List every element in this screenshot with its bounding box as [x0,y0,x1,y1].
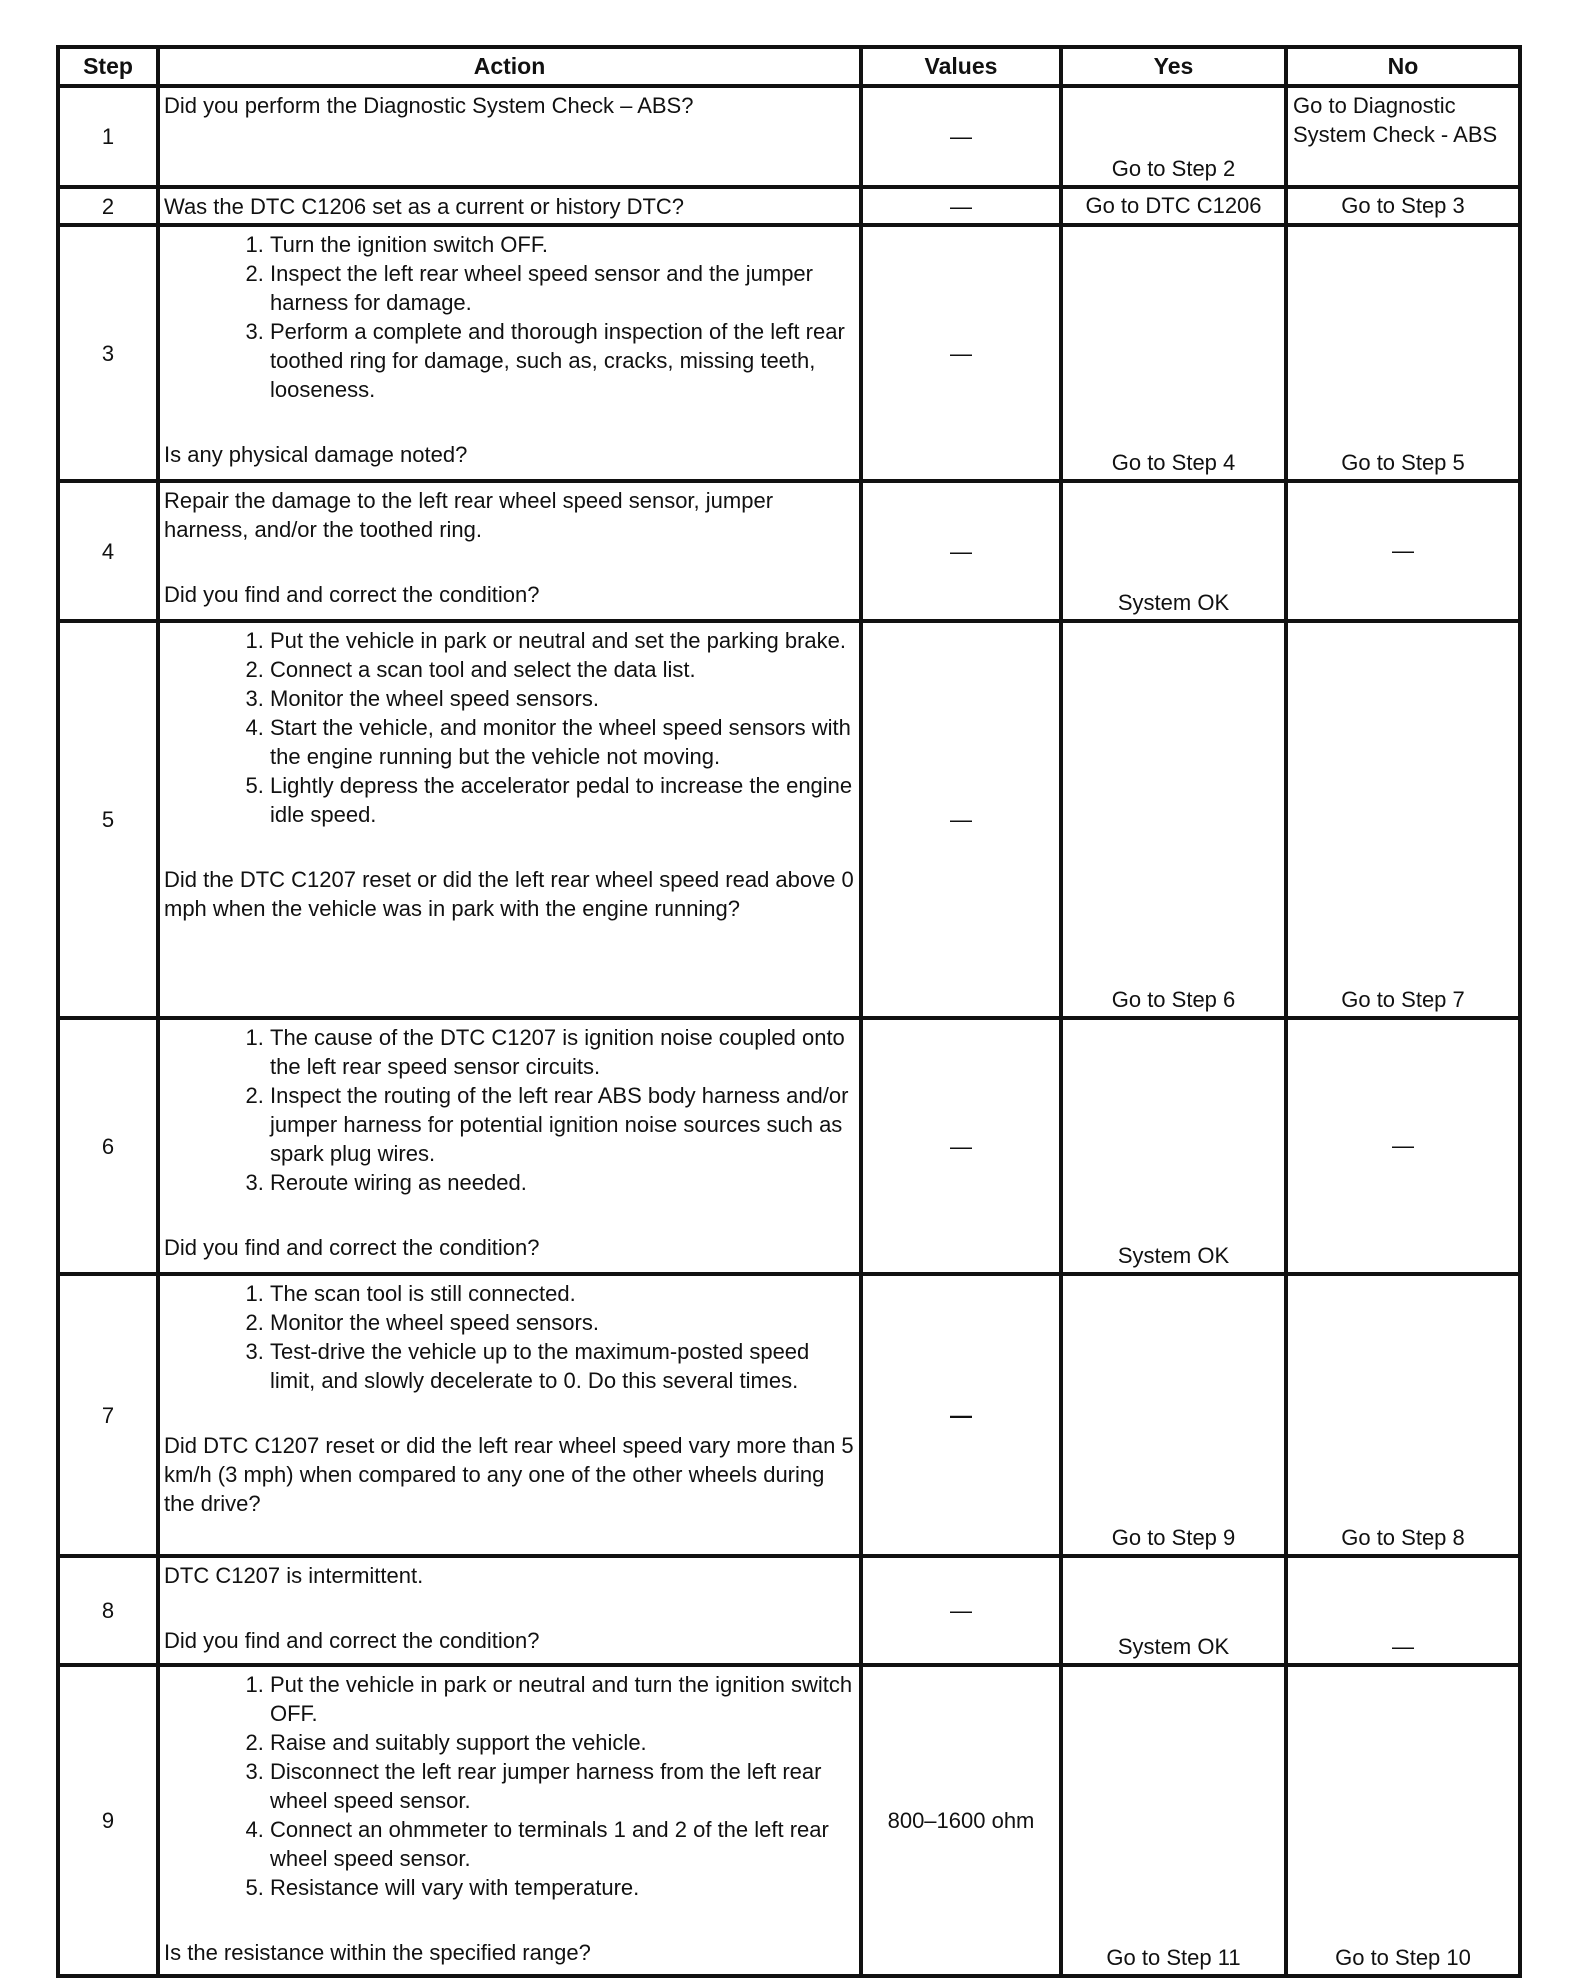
step-number: 2 [58,187,158,225]
no-cell: Go to Diagnostic System Check - ABS [1286,86,1520,187]
header-step: Step [58,47,158,86]
header-row [58,47,1520,86]
table-row [58,1665,1520,1976]
list-item: 3. Disconnect the left rear jumper harness from the left rear wheel speed sensor. [270,1757,854,1815]
action-question: Is the resistance within the specified range? [164,1940,591,1965]
table-row [58,1274,1520,1556]
table-row [58,481,1520,621]
list-item: 2. Connect a scan tool and select the data list. [270,655,854,684]
step-number: 4 [58,481,158,621]
header-values: Values [861,47,1061,86]
action-cell [158,86,861,187]
action-steps-list [164,1279,854,1395]
table-row [58,187,1520,225]
list-item: 1. Put the vehicle in park or neutral and turn the ignition switch OFF. [270,1670,854,1728]
step-number: 6 [58,1018,158,1274]
list-item: 3. Monitor the wheel speed sensors. [270,684,854,713]
action-question: Did you find and correct the condition? [164,1628,540,1653]
no-cell: Go to Step 8 [1286,1274,1520,1556]
action-cell [158,1274,861,1556]
values-cell: — [861,1556,1061,1665]
yes-cell: Go to DTC C1206 [1061,187,1286,225]
action-steps-list [164,230,854,404]
yes-cell: System OK [1061,1556,1286,1665]
no-cell: Go to Step 5 [1286,225,1520,481]
action-cell [158,481,861,621]
list-item: 1. The cause of the DTC C1207 is ignition noise coupled onto the left rear speed sensor circuits. [270,1023,854,1081]
action-cell [158,225,861,481]
values-cell: — [861,187,1061,225]
list-item: 5. Lightly depress the accelerator pedal to increase the engine idle speed. [270,771,854,829]
action-steps-list [164,1023,854,1197]
list-item: 1. Turn the ignition switch OFF. [270,230,854,259]
values-cell: — [861,1274,1061,1556]
table-row [58,1556,1520,1665]
action-text: Did you perform the Diagnostic System Check – ABS? [164,93,694,118]
list-item: 1. The scan tool is still connected. [270,1279,854,1308]
action-question: Did you find and correct the condition? [164,582,540,607]
yes-cell: Go to Step 4 [1061,225,1286,481]
action-cell [158,1556,861,1665]
yes-cell: Go to Step 6 [1061,621,1286,1018]
action-cell [158,1018,861,1274]
list-item: 4. Connect an ohmmeter to terminals 1 and 2 of the left rear wheel speed sensor. [270,1815,854,1873]
yes-cell: Go to Step 2 [1061,86,1286,187]
list-item: 3. Test-drive the vehicle up to the maximum-posted speed limit, and slowly decelerate to 0. Do this several times. [270,1337,854,1395]
action-cell [158,1665,861,1976]
action-text: Was the DTC C1206 set as a current or history DTC? [164,193,685,219]
list-item: 3. Perform a complete and thorough inspection of the left rear toothed ring for damage, such as, cracks, missing teeth, looseness. [270,317,854,404]
yes-cell: System OK [1061,481,1286,621]
diagnostic-table [56,45,1522,1978]
action-cell [158,187,861,225]
values-cell: 800–1600 ohm [861,1665,1061,1976]
table-row [58,225,1520,481]
values-cell: — [861,86,1061,187]
action-steps-list [164,1670,854,1902]
list-item: 1. Put the vehicle in park or neutral and set the parking brake. [270,626,854,655]
list-item: 3. Reroute wiring as needed. [270,1168,854,1197]
values-cell: — [861,481,1061,621]
header-no: No [1286,47,1520,86]
yes-cell: System OK [1061,1018,1286,1274]
list-item: 2. Raise and suitably support the vehicle. [270,1728,854,1757]
table-row [58,621,1520,1018]
list-item: 2. Monitor the wheel speed sensors. [270,1308,854,1337]
step-number: 7 [58,1274,158,1556]
step-number: 9 [58,1665,158,1976]
no-cell: Go to Step 10 [1286,1665,1520,1976]
list-item: 2. Inspect the routing of the left rear ABS body harness and/or jumper harness for potential ignition noise sources such as spark plug wires. [270,1081,854,1168]
values-cell: — [861,621,1061,1018]
list-item: 4. Start the vehicle, and monitor the wheel speed sensors with the engine running but the vehicle not moving. [270,713,854,771]
action-question: Did you find and correct the condition? [164,1235,540,1260]
step-number: 3 [58,225,158,481]
action-question: Did DTC C1207 reset or did the left rear wheel speed vary more than 5 km/h (3 mph) when compared to any one of the other wheels during the drive? [164,1433,854,1516]
action-steps-list [164,626,854,829]
header-action: Action [158,47,861,86]
no-cell: Go to Step 7 [1286,621,1520,1018]
header-yes: Yes [1061,47,1286,86]
list-item: 2. Inspect the left rear wheel speed sensor and the jumper harness for damage. [270,259,854,317]
table-row [58,86,1520,187]
table-row [58,1018,1520,1274]
yes-cell: Go to Step 9 [1061,1274,1286,1556]
no-cell: — [1286,1556,1520,1665]
list-item: 5. Resistance will vary with temperature. [270,1873,854,1902]
step-number: 5 [58,621,158,1018]
no-cell: — [1286,1018,1520,1274]
action-question: Did the DTC C1207 reset or did the left rear wheel speed read above 0 mph when the vehicle was in park with the engine running? [164,867,854,921]
yes-cell: Go to Step 11 [1061,1665,1286,1976]
action-text: DTC C1207 is intermittent. [164,1563,424,1588]
no-cell: Go to Step 3 [1286,187,1520,225]
values-cell: — [861,225,1061,481]
action-question: Is any physical damage noted? [164,442,468,467]
values-cell: — [861,1018,1061,1274]
no-cell: — [1286,481,1520,621]
step-number: 1 [58,86,158,187]
action-text: Repair the damage to the left rear wheel speed sensor, jumper harness, and/or the toothed ring. [164,488,774,542]
action-cell [158,621,861,1018]
step-number: 8 [58,1556,158,1665]
